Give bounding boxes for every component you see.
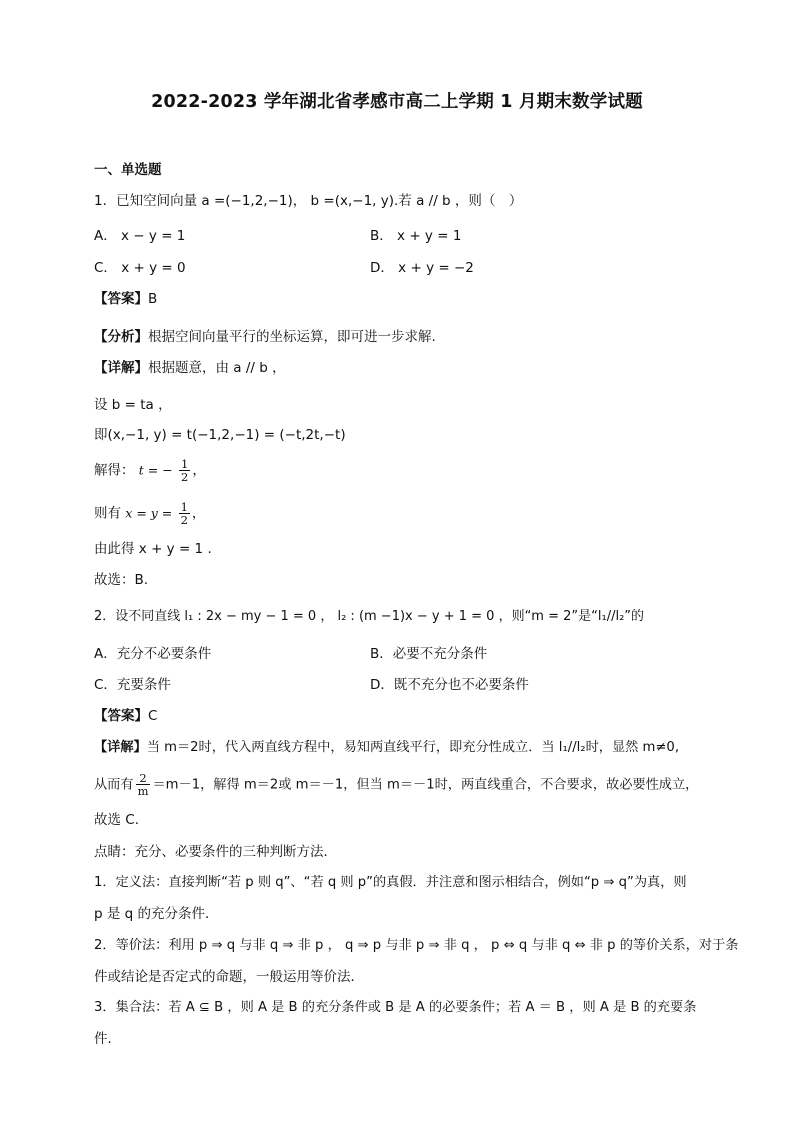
answer-tag: 【答案】 xyxy=(94,291,148,307)
fraction-numerator: 2 xyxy=(136,772,151,785)
step4-prefix: 则有 xyxy=(94,505,121,522)
q2-note: 点睛：充分、必要条件的三种判断方法． xyxy=(94,844,337,860)
question-2-stem: 2．设不同直线 l₁ : 2x − my − 1 = 0 ， l₂ : (m −1)x − y + 1 = 0 ，则“m = 2”是“l₁//l₂”的 xyxy=(94,609,645,624)
fraction-denominator: 2 xyxy=(180,513,188,527)
q2-detail-line-2 xyxy=(94,772,698,797)
fraction-one-half xyxy=(179,501,190,526)
q1-step-2: 即(x,−1, y) = t(−1,2,−1) = (−t,2t,−t) xyxy=(94,427,346,443)
question-1-stem: 1．已知空间向量 a =(−1,2,−1)， b =(x,−1, y).若 a // b ，则（ ） xyxy=(94,193,523,209)
q1-option-a: A． x − y = 1 xyxy=(94,228,186,244)
q2-option-c: C．充要条件 xyxy=(94,677,171,693)
q1-detail xyxy=(94,358,286,378)
method-3-line-1: 3．集合法：若 A ⊆ B ，则 A 是 B 的充分条件或 B 是 A 的必要条件；若 A ＝ B ，则 A 是 B 的充要条 xyxy=(94,1000,697,1015)
fraction-numerator: 1 xyxy=(181,457,189,471)
q1-step-1: 设 b = ta ， xyxy=(94,397,172,413)
step3-prefix: 解得： xyxy=(94,462,135,479)
detail-tag: 【详解】 xyxy=(94,740,147,755)
q1-analysis xyxy=(94,327,436,347)
step3-suffix: ， xyxy=(192,462,206,479)
method-1-line-2: p 是 q 的充分条件． xyxy=(94,906,219,922)
fraction-denominator: m xyxy=(137,784,149,798)
q1-option-b: B． x + y = 1 xyxy=(370,228,462,244)
fraction-two-over-m xyxy=(136,772,151,797)
fraction-numerator: 1 xyxy=(180,500,188,514)
answer-tag: 【答案】 xyxy=(94,708,148,724)
analysis-tag: 【分析】 xyxy=(94,329,148,345)
q1-step-6: 故选：B. xyxy=(94,572,149,588)
q1-step-5: 由此得 x + y = 1 . xyxy=(94,541,212,557)
q1-option-d: D． x + y = −2 xyxy=(370,260,474,276)
q1-option-c: C． x + y = 0 xyxy=(94,260,186,276)
q2-detail-line-3: 故选 C. xyxy=(94,812,140,828)
detail-text: 根据题意，由 a // b ， xyxy=(148,360,286,376)
q2-answer xyxy=(94,706,157,726)
q1-step-3 xyxy=(94,458,206,483)
detail-tag: 【详解】 xyxy=(94,360,148,376)
section-heading: 一、单选题 xyxy=(94,162,162,178)
q1-answer xyxy=(94,289,157,309)
page-title: 2022-2023 学年湖北省孝感市高二上学期 1 月期末数学试题 xyxy=(151,92,643,112)
q2-option-b: B．必要不充分条件 xyxy=(370,646,488,662)
step4-lhs: x = y = xyxy=(125,505,173,521)
step3-lhs: t = − xyxy=(138,462,173,478)
analysis-text: 根据空间向量平行的坐标运算，即可进一步求解. xyxy=(148,329,436,345)
answer-value: C xyxy=(148,708,158,724)
method-3-line-2: 件． xyxy=(94,1031,121,1047)
detail2-prefix: 从而有 xyxy=(94,777,134,793)
method-2-line-1: 2．等价法：利用 p ⇒ q 与非 q ⇒ 非 p ， q ⇒ p 与非 p ⇒ 非 q ， p ⇔ q 与非 q ⇔ 非 p 的等价关系，对于条 xyxy=(94,938,739,953)
fraction-one-half xyxy=(179,458,190,483)
answer-value: B xyxy=(148,291,158,307)
fraction-denominator: 2 xyxy=(181,470,189,484)
method-1-line-1: 1．定义法：直接判断“若 p 则 q”、“若 q 则 p”的真假．并注意和图示相结合，例如“p ⇒ q”为真，则 xyxy=(94,875,687,890)
detail-text: 当 m＝2时，代入两直线方程中，易知两直线平行，即充分性成立．当 l₁//l₂时，显然 m≠0, xyxy=(146,740,680,755)
q2-option-a: A．充分不必要条件 xyxy=(94,646,212,662)
q1-step-4 xyxy=(94,501,205,526)
q2-detail-line-1 xyxy=(94,738,679,758)
method-2-line-2: 件或结论是否定式的命题，一般运用等价法． xyxy=(94,969,364,985)
q2-option-d: D．既不充分也不必要条件 xyxy=(370,677,529,693)
detail2-suffix: ＝m－1，解得 m＝2或 m＝－1，但当 m＝－1时，两直线重合，不合要求，故必要性成立， xyxy=(152,777,699,793)
step4-suffix: ， xyxy=(191,505,206,522)
